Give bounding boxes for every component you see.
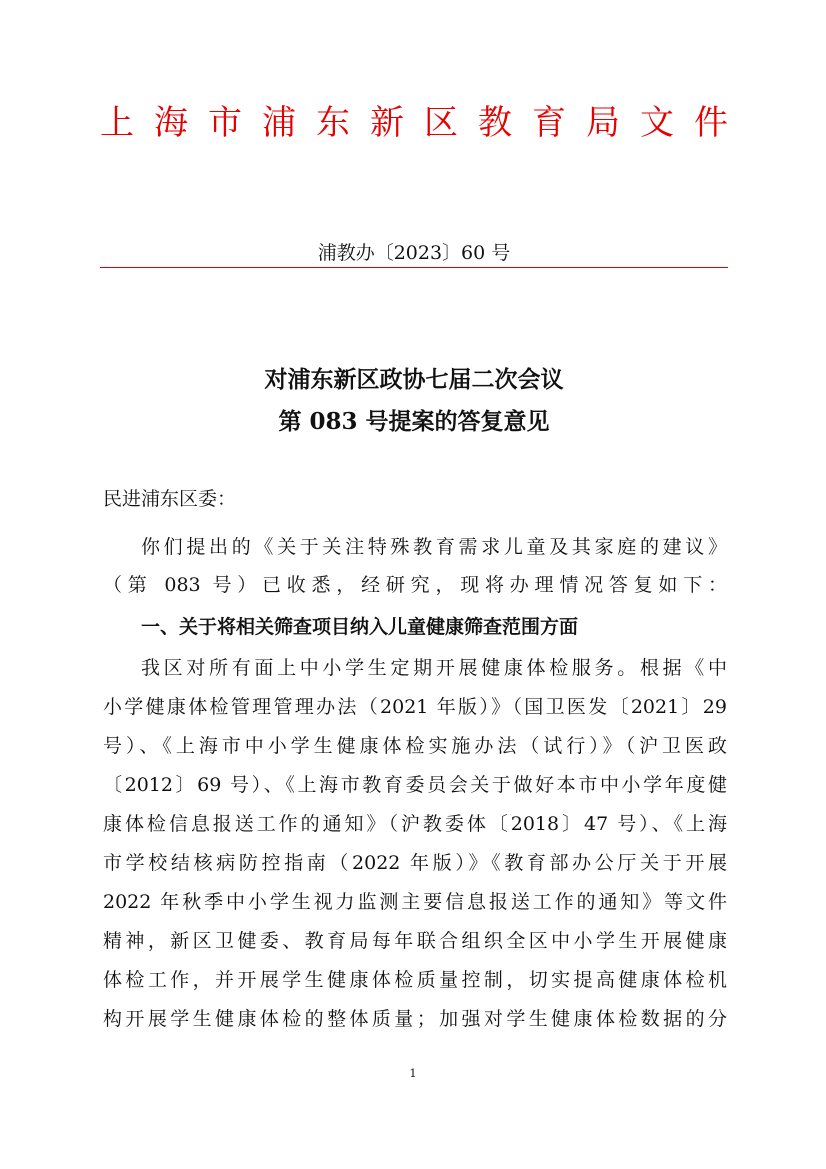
page-number: 1 [409, 1067, 417, 1080]
intro-line-1: 你们提出的《关于关注特殊教育需求儿童及其家庭的建议》 [141, 536, 727, 558]
header-char: 件 [694, 103, 728, 143]
section-heading-1: 一、关于将相关筛查项目纳入儿童健康筛查范围方面 [141, 616, 579, 638]
body-line: 〔2012〕69 号）、《上海市教育委员会关于做好本市中小学年度健 [103, 774, 727, 796]
header-char: 教 [478, 103, 512, 143]
body-line: 市学校结核病防控指南（2022 年版）》《教育部办公厅关于开展 [103, 852, 727, 874]
header-char: 上 [100, 103, 134, 143]
red-divider-line [100, 267, 728, 268]
body-line: 2022 年秋季中小学生视力监测主要信息报送工作的通知》等文件 [103, 891, 727, 913]
body-line: 我区对所有面上中小学生定期开展健康体检服务。根据《中 [141, 657, 727, 679]
header-char: 育 [532, 103, 566, 143]
document-header-title [100, 98, 728, 148]
intro-line-2: （第 083 号）已收悉，经研究，现将办理情况答复如下： [103, 574, 727, 596]
addressee: 民进浦东区委： [103, 488, 237, 510]
body-line: 体检工作，并开展学生健康体检质量控制，切实提高健康体检机 [103, 969, 727, 991]
body-line: 构开展学生健康体检的整体质量；加强对学生健康体检数据的分 [103, 1008, 727, 1030]
document-title-line-2: 第 083 号提案的答复意见 [278, 408, 550, 435]
body-line: 小学健康体检管理管理办法（2021 年版）》（国卫医发〔2021〕29 [103, 696, 727, 718]
header-char: 海 [154, 103, 188, 143]
header-char: 浦 [262, 103, 296, 143]
header-char: 文 [640, 103, 674, 143]
header-char: 东 [316, 103, 350, 143]
body-line: 号）、《上海市中小学生健康体检实施办法（试行）》（沪卫医政 [103, 735, 727, 757]
header-char: 新 [370, 103, 404, 143]
body-line: 康体检信息报送工作的通知》（沪教委体〔2018〕47 号）、《上海 [103, 813, 727, 835]
document-title-line-1: 对浦东新区政协七届二次会议 [264, 366, 564, 393]
document-number: 浦教办〔2023〕60 号 [317, 242, 511, 264]
header-char: 市 [208, 103, 242, 143]
body-line: 精神，新区卫健委、教育局每年联合组织全区中小学生开展健康 [103, 930, 727, 952]
header-char: 区 [424, 103, 458, 143]
header-char: 局 [586, 103, 620, 143]
